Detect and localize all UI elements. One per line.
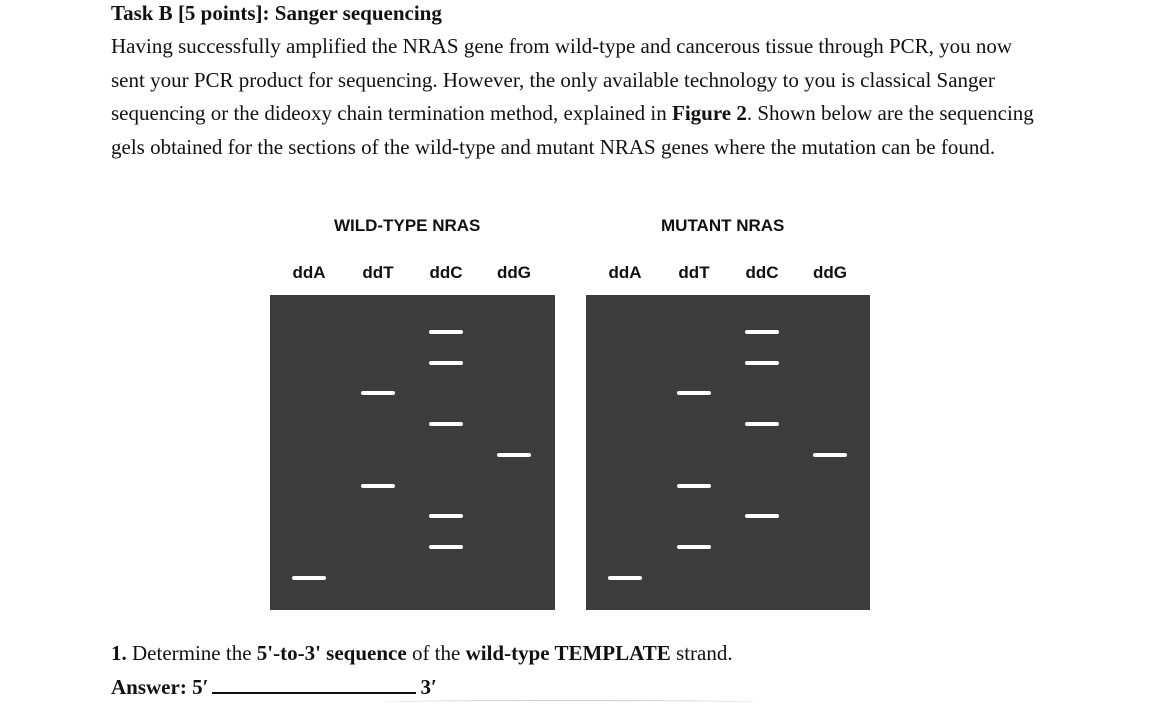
gel-band-ddA-row-9 [608,576,642,580]
mut-lane-label-ddT: ddT [678,263,710,282]
description-text-1: Having successfully amplified the NRAS gene from wild-type and cancerous tissue through PCR, you now sent your PCR product for sequencing. However, the only available technology to you is classical Sanger sequencing or the dideoxy chain termination method, explained in [111,34,1013,125]
gel-band-ddA-row-9 [292,576,326,580]
mut-lane-label-ddC: ddC [745,263,779,282]
mut-lane-label-ddA: ddA [608,263,642,282]
answer-label: Answer: 5′ [111,675,209,699]
mutant-gel-title: MUTANT NRAS [661,216,785,235]
page-edge-decoration [385,700,755,704]
question-bold-1: 5'-to-3' sequence [256,641,407,665]
answer-line [111,674,437,700]
gel-band-ddC-row-2 [429,361,463,365]
task-heading: Task B [5 points]: Sanger sequencing [111,1,442,25]
gel-band-ddC-row-7 [745,514,779,518]
gel-band-ddT-row-6 [677,484,711,488]
gel-band-ddC-row-4 [745,422,779,426]
wt-lane-label-ddT: ddT [362,263,394,282]
gel-band-ddC-row-2 [745,361,779,365]
mutant-gel [586,295,870,610]
wt-lane-label-ddG: ddG [497,263,531,282]
wt-lane-label-ddA: ddA [292,263,326,282]
gel-band-ddC-row-7 [429,514,463,518]
answer-blank[interactable] [212,674,416,694]
figure-reference: Figure 2 [672,101,747,125]
gel-band-ddC-row-1 [745,330,779,334]
wild-type-gel [270,295,555,610]
gel-band-ddG-row-5 [813,453,847,457]
gel-band-ddT-row-8 [677,545,711,549]
answer-end: 3′ [420,675,437,699]
wt-lane-label-ddC: ddC [429,263,463,282]
wild-type-gel-title: WILD-TYPE NRAS [334,216,481,235]
question-text-2: of the [406,641,466,665]
gel-band-ddT-row-6 [361,484,395,488]
task-description [111,30,1041,164]
question-text-1: Determine the [126,641,257,665]
gel-band-ddC-row-8 [429,545,463,549]
gel-band-ddC-row-4 [429,422,463,426]
description-text-2: . Shown below are the sequencing gels obtained for the sections of the wild-type and mutant NRAS genes where the mutation can be found. [111,101,1034,159]
gel-band-ddC-row-1 [429,330,463,334]
mut-lane-label-ddG: ddG [813,263,847,282]
question-1 [111,640,733,666]
question-bold-2: wild-type TEMPLATE [465,641,671,665]
question-number: 1. [111,641,127,665]
gel-band-ddT-row-3 [677,391,711,395]
gel-band-ddG-row-5 [497,453,531,457]
gel-band-ddT-row-3 [361,391,395,395]
question-text-3: strand. [670,641,733,665]
